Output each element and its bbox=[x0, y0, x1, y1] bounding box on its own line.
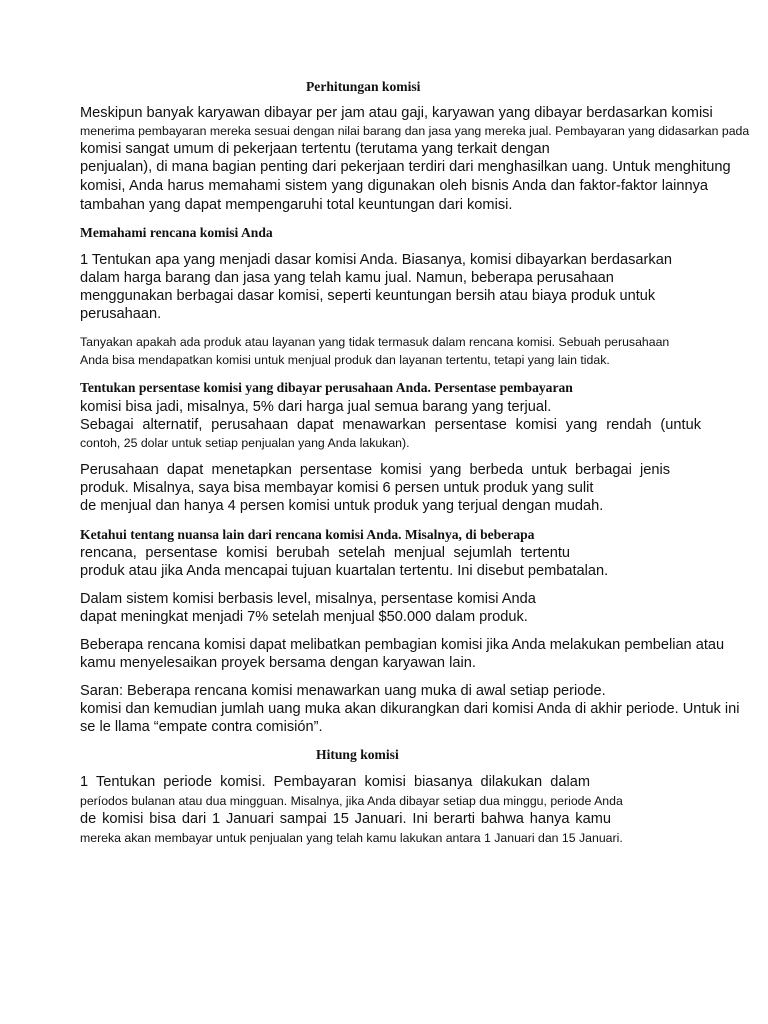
s1-p6-line-2: dapat meningkat menjadi 7% setelah menjual $50.000 dalam produk. bbox=[80, 609, 528, 625]
intro-line-5: komisi, Anda harus memahami sistem yang digunakan oleh bisnis Anda dan faktor-faktor lainnya bbox=[80, 178, 708, 194]
s1-p3-line-1: komisi bisa jadi, misalnya, 5% dari harga jual semua barang yang terjual. bbox=[80, 399, 552, 415]
s1-p8-line-1: Saran: Beberapa rencana komisi menawarkan uang muka di awal setiap periode. bbox=[80, 683, 606, 699]
s1-p7-line-1: Beberapa rencana komisi dapat melibatkan pembagian komisi jika Anda melakukan pembelian atau bbox=[80, 637, 725, 653]
s1-p2-line-2: Anda bisa mendapatkan komisi untuk menjual produk dan layanan tertentu, tetapi yang lain tidak. bbox=[80, 353, 610, 367]
intro-line-3: komisi sangat umum di pekerjaan tertentu (terutama yang terkait dengan bbox=[80, 141, 550, 157]
document-title: Perhitungan komisi bbox=[306, 79, 421, 94]
s1-p1-line-3: menggunakan berbagai dasar komisi, seperti keuntungan bersih atau biaya produk untuk bbox=[80, 288, 656, 304]
section-heading-hitung: Hitung komisi bbox=[316, 747, 399, 762]
s2-p1-line-4: mereka akan membayar untuk penjualan yang telah kamu lakukan antara 1 Januari dan 15 Januari. bbox=[80, 831, 623, 845]
s1-p3-line-2: Sebagai alternatif, perusahaan dapat menawarkan persentase komisi yang rendah (untuk bbox=[80, 417, 701, 433]
s1-p3-line-3: contoh, 25 dolar untuk setiap penjualan yang Anda lakukan). bbox=[80, 436, 410, 450]
s1-p4-line-1: Perusahaan dapat menetapkan persentase komisi yang berbeda untuk berbagai jenis bbox=[80, 462, 670, 478]
s1-p1-line-1: 1 Tentukan apa yang menjadi dasar komisi Anda. Biasanya, komisi dibayarkan berdasarkan bbox=[80, 252, 672, 268]
intro-line-1: Meskipun banyak karyawan dibayar per jam atau gaji, karyawan yang dibayar berdasarkan komisi bbox=[80, 105, 713, 121]
s2-p1-line-2: períodos bulanan atau dua mingguan. Misalnya, jika Anda dibayar setiap dua minggu, periode Anda bbox=[80, 794, 623, 808]
s1-p4-line-3: de menjual dan hanya 4 persen komisi untuk produk yang terjual dengan mudah. bbox=[80, 498, 604, 514]
intro-line-6: tambahan yang dapat mempengaruhi total keuntungan dari komisi. bbox=[80, 197, 513, 213]
s1-p5-line-1: rencana, persentase komisi berubah setelah menjual sejumlah tertentu bbox=[80, 545, 570, 561]
s2-p1-line-1: 1 Tentukan periode komisi. Pembayaran komisi biasanya dilakukan dalam bbox=[80, 774, 590, 790]
s1-p5-bold-line: Ketahui tentang nuansa lain dari rencana komisi Anda. Misalnya, di beberapa bbox=[80, 527, 535, 542]
s2-p1-line-3: de komisi bisa dari 1 Januari sampai 15 Januari. Ini berarti bahwa hanya kamu bbox=[80, 811, 611, 827]
s1-p2-line-1: Tanyakan apakah ada produk atau layanan yang tidak termasuk dalam rencana komisi. Sebuah perusahaan bbox=[80, 335, 670, 349]
s1-p7-line-2: kamu menyelesaikan proyek bersama dengan karyawan lain. bbox=[80, 655, 476, 671]
intro-line-4: penjualan), di mana bagian penting dari pekerjaan terdiri dari menghasilkan uang. Untuk menghitung bbox=[80, 159, 731, 175]
s1-p8-line-2: komisi dan kemudian jumlah uang muka akan dikurangkan dari komisi Anda di akhir periode. Untuk ini bbox=[80, 701, 740, 717]
section-heading-memahami: Memahami rencana komisi Anda bbox=[80, 225, 273, 240]
s1-p8-line-3: se le llama “empate contra comisión”. bbox=[80, 719, 323, 735]
s1-p4-line-2: produk. Misalnya, saya bisa membayar komisi 6 persen untuk produk yang sulit bbox=[80, 480, 594, 496]
s1-p3-bold-line: Tentukan persentase komisi yang dibayar perusahaan Anda. Persentase pembayaran bbox=[80, 380, 573, 395]
intro-line-2: menerima pembayaran mereka sesuai dengan nilai barang dan jasa yang mereka jual. Pembayaran yang didasarkan pada bbox=[80, 124, 750, 138]
s1-p5-line-2: produk atau jika Anda mencapai tujuan kuartalan tertentu. Ini disebut pembatalan. bbox=[80, 563, 609, 579]
s1-p6-line-1: Dalam sistem komisi berbasis level, misalnya, persentase komisi Anda bbox=[80, 591, 536, 607]
s1-p1-line-2: dalam harga barang dan jasa yang telah kamu jual. Namun, beberapa perusahaan bbox=[80, 270, 614, 286]
s1-p1-line-4: perusahaan. bbox=[80, 306, 162, 322]
